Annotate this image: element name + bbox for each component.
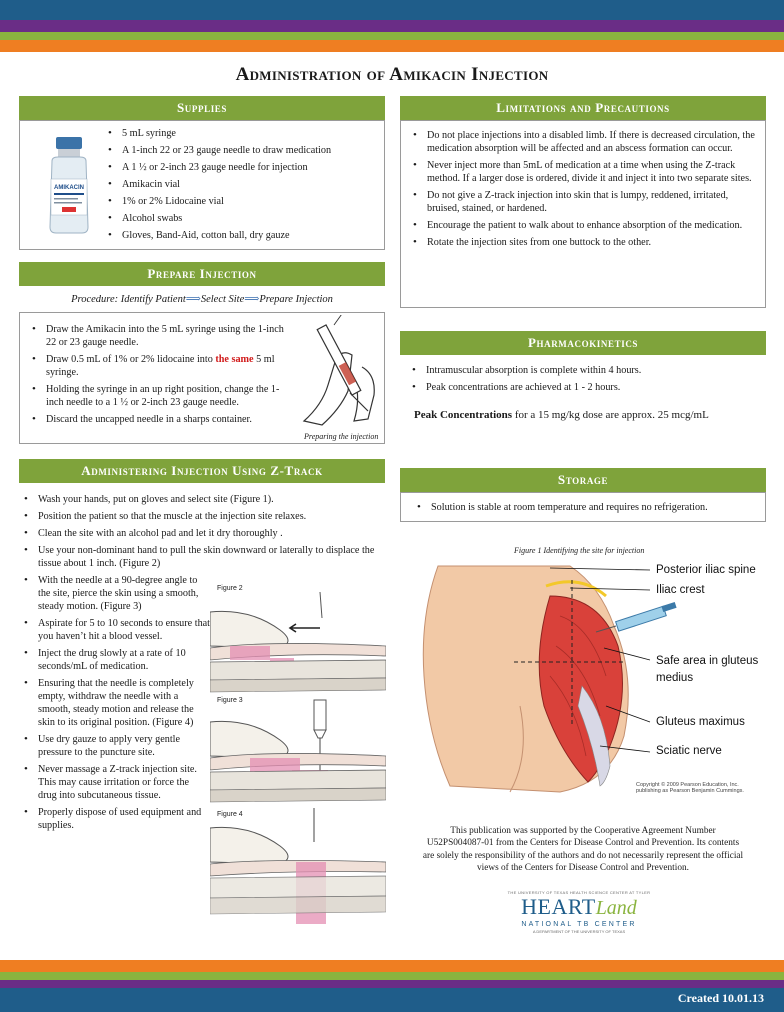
list-item: • With the needle at a 90-degree angle to the site, pierce the skin using a smooth, steady motion. (Figure 3) <box>22 574 210 613</box>
prepare-caption: Preparing the injection <box>304 432 379 441</box>
procedure-line <box>19 293 385 305</box>
ztrack-list-narrow <box>22 574 210 836</box>
list-item: • Intramuscular absorption is complete within 4 hours. <box>410 364 760 377</box>
list-item: • Alcohol swabs <box>106 212 380 225</box>
list-item: • Use your non-dominant hand to pull the skin downward or laterally to displace the tissue about 1 inch. (Figure 2) <box>22 544 384 570</box>
procedure-step-3: Prepare Injection <box>259 294 333 305</box>
bottom-band-blue <box>0 988 784 1012</box>
ztrack-list-wide <box>22 493 384 574</box>
list-item: • Ensuring that the needle is completely empty, withdraw the needle with a smooth, steady motion and release the skin to its original position. (Figure 4) <box>22 677 210 729</box>
label-sciatic-nerve: Sciatic nerve <box>656 745 722 757</box>
prepare-box <box>19 312 385 444</box>
pharmacokinetics-list <box>410 364 760 398</box>
supplies-heading: Supplies <box>19 96 385 120</box>
heartland-logo: THE UNIVERSITY OF TEXAS HEALTH SCIENCE CENTER AT TYLER HEARTLand NATIONAL TB CENTER A DEPARTMENT OF THE UNIVERSITY OF TEXAS <box>507 890 651 934</box>
label-gluteus-maximus: Gluteus maximus <box>656 716 745 728</box>
bottom-band-orange <box>0 960 784 972</box>
list-item: • Never massage a Z-track injection site. This may cause irritation or force the drug into subcutaneous tissue. <box>22 763 210 802</box>
ztrack-heading: Administering Injection Using Z-Track <box>19 459 385 483</box>
list-item: • Clean the site with an alcohol pad and let it dry thoroughly . <box>22 527 384 540</box>
label-iliac-crest: Iliac crest <box>656 584 705 596</box>
list-item: • Use dry gauze to apply very gentle pressure to the puncture site. <box>22 733 210 759</box>
list-item: • Never inject more than 5mL of medication at a time when using the Z-track method. If a larger dose is ordered, divide it and inject it into two separate sites. <box>411 159 757 185</box>
list-item: • Solution is stable at room temperature and requires no refrigeration. <box>415 501 761 514</box>
supplies-box <box>19 120 385 250</box>
storage-list <box>415 501 761 518</box>
figure-copyright: Copyright © 2009 Pearson Education, Inc. publishing as Pearson Benjamin Cummings. <box>636 782 744 794</box>
list-item: • Gloves, Band-Aid, cotton ball, dry gauze <box>106 229 380 242</box>
list-item: • Discard the uncapped needle in a sharps container. <box>30 413 292 426</box>
support-statement: This publication was supported by the Cooperative Agreement Number U52PS004087-01 from the Centers for Disease Control and Prevention. Its contents are solely the responsibility of the authors and do not necessarily represent the official views of the Centers for Disease Control and Prevention. <box>422 826 744 873</box>
list-item: • 1% or 2% Lidocaine vial <box>106 195 380 208</box>
list-item: • 5 mL syringe <box>106 127 380 140</box>
amikacin-vial-image <box>40 135 98 235</box>
top-band-green <box>0 32 784 40</box>
list-item: • Do not place injections into a disabled limb. If there is decreased circulation, the medication absorption will be affected and an abscess formation can occur. <box>411 129 757 155</box>
top-band-orange <box>0 40 784 52</box>
list-item: • Draw the Amikacin into the 5 mL syringe using the 1-inch 22 or 23 gauge needle. <box>30 323 292 349</box>
arrow-right-icon: ⟹ <box>244 294 260 305</box>
bottom-band-purple <box>0 980 784 988</box>
label-safe-area-1: Safe area in gluteus <box>656 655 759 667</box>
arrow-right-icon: ⟹ <box>185 294 201 305</box>
label-posterior-iliac-spine: Posterior iliac spine <box>656 564 756 576</box>
list-item: • Do not give a Z-track injection into skin that is lumpy, reddened, irritated, bruised, stained, or hardened. <box>411 189 757 215</box>
list-item: • Properly dispose of used equipment and supplies. <box>22 806 210 832</box>
list-item: • Peak concentrations are achieved at 1 - 2 hours. <box>410 381 760 394</box>
limitations-list <box>411 129 757 253</box>
list-item: • Encourage the patient to walk about to enhance absorption of the medication. <box>411 219 757 232</box>
list-item: • Aspirate for 5 to 10 seconds to ensure that you haven’t hit a blood vessel. <box>22 617 210 643</box>
page-title: Administration of Amikacin Injection <box>235 64 549 85</box>
pharmacokinetics-heading: Pharmacokinetics <box>400 331 766 355</box>
procedure-step-2: Select Site <box>200 294 245 305</box>
limitations-heading: Limitations and Precautions <box>400 96 766 120</box>
list-item: • Position the patient so that the muscle at the injection site relaxes. <box>22 510 384 523</box>
prepare-list <box>30 323 292 430</box>
syringe-illustration <box>292 315 384 427</box>
storage-box <box>400 492 766 522</box>
procedure-step-1: Procedure: Identify Patient <box>71 294 186 305</box>
list-item: • Rotate the injection sites from one buttock to the other. <box>411 236 757 249</box>
gluteal-anatomy-illustration <box>410 556 780 800</box>
figure-4 <box>210 808 386 924</box>
vial-label: AMIKACIN <box>54 185 84 191</box>
label-safe-area-2: medius <box>656 672 694 684</box>
figure-4-label: Figure 4 <box>217 811 243 818</box>
figure-3 <box>210 700 386 802</box>
peak-concentrations: Peak Concentrations for a 15 mg/kg dose are approx. 25 mcg/mL <box>414 409 709 421</box>
bottom-band-green <box>0 972 784 980</box>
ztrack-figures <box>210 582 386 926</box>
created-date: Created 10.01.13 <box>677 991 764 1005</box>
figure-2 <box>210 592 386 692</box>
list-item: • Inject the drug slowly at a rate of 10 seconds/mL of medication. <box>22 647 210 673</box>
top-band-blue <box>0 0 784 20</box>
figure-1-caption: Figure 1 Identifying the site for injection <box>514 546 645 555</box>
figure-3-label: Figure 3 <box>217 697 243 704</box>
list-item: • A 1-inch 22 or 23 gauge needle to draw medication <box>106 144 380 157</box>
top-band-purple <box>0 20 784 32</box>
prepare-heading: Prepare Injection <box>19 262 385 286</box>
list-item: • A 1 ½ or 2-inch 23 gauge needle for injection <box>106 161 380 174</box>
list-item: • Wash your hands, put on gloves and select site (Figure 1). <box>22 493 384 506</box>
list-item: • Amikacin vial <box>106 178 380 191</box>
list-item: • Holding the syringe in an up right position, change the 1-inch needle to a 1 ½ or 2-inch 23 gauge needle. <box>30 383 292 409</box>
list-item: • Draw 0.5 mL of 1% or 2% lidocaine into the same 5 ml syringe. <box>30 353 292 379</box>
supplies-list <box>106 127 380 246</box>
limitations-box <box>400 120 766 308</box>
figure-2-label: Figure 2 <box>217 585 243 592</box>
storage-heading: Storage <box>400 468 766 492</box>
